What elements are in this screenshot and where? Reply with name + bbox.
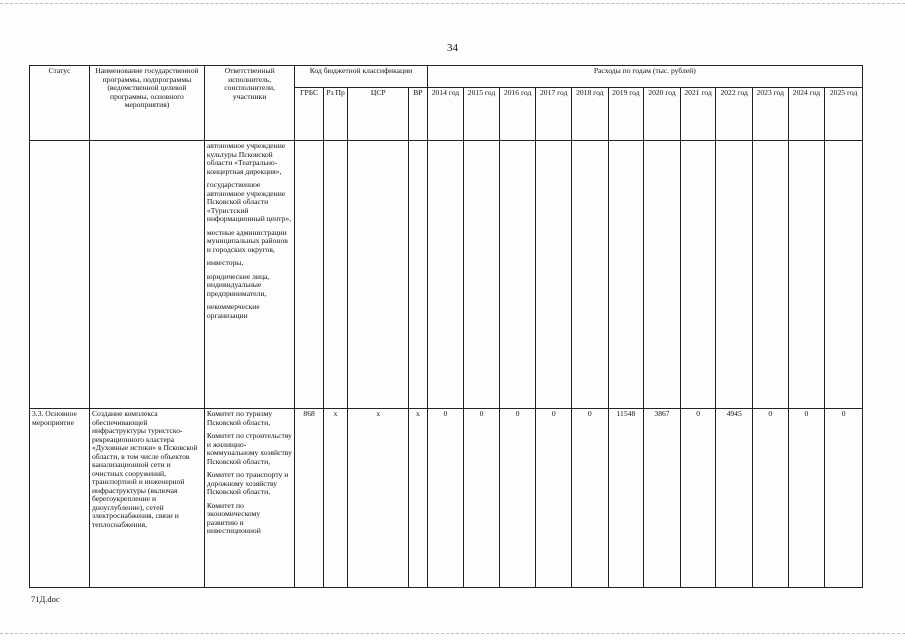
empty-cell	[825, 141, 863, 409]
grbs-cell: 868	[295, 409, 323, 588]
year-value: 0	[825, 409, 863, 588]
participant-item: инвесторы,	[206, 258, 244, 267]
empty-cell	[752, 141, 788, 409]
participant-item: Комитет по экономическому развитию и инвестиционной	[206, 500, 261, 535]
empty-cell	[644, 141, 681, 409]
empty-cell	[716, 141, 753, 409]
empty-cell	[536, 141, 572, 409]
scan-edge-bottom	[0, 633, 905, 634]
header-code-grbs: ГРБС	[295, 88, 323, 141]
csr-cell: х	[348, 409, 409, 588]
year-value: 0	[788, 409, 825, 588]
header-year: 2024 год	[788, 88, 825, 141]
empty-cell	[409, 141, 427, 409]
participant-item: автономное учреждение культуры Псковской области «Театрально-концертная дирекция»,	[206, 141, 286, 176]
participants-cell	[204, 409, 295, 588]
status-cell: 3.3. Основное мероприятие	[30, 409, 90, 588]
empty-cell	[572, 141, 609, 409]
header-year: 2025 год	[825, 88, 863, 141]
empty-cell	[427, 141, 464, 409]
empty-cell	[464, 141, 500, 409]
table-row	[30, 141, 863, 409]
year-value: 11548	[608, 409, 644, 588]
year-value: 0	[427, 409, 464, 588]
page-number: 34	[447, 42, 458, 54]
table-row	[30, 409, 863, 588]
header-year: 2019 год	[608, 88, 644, 141]
year-value: 4945	[716, 409, 753, 588]
year-value: 3867	[644, 409, 681, 588]
participant-item: местные администрации муниципальных районов и городских округов,	[206, 227, 288, 254]
year-value: 0	[752, 409, 788, 588]
empty-cell	[608, 141, 644, 409]
participant-item: государственное автономное учреждение Псковской области «Туристский информационный центр»,	[206, 180, 292, 223]
participant-item: Комитет по транспорту и дорожному хозяйству Псковской области,	[206, 470, 289, 496]
header-year: 2023 год	[752, 88, 788, 141]
name-cell: Создание комплекса обеспечивающей инфраструктуры туристско-рекреационного кластера «Духовные истоки» в Псковской области, в том числе объектов канализационной сети и очистных сооружений, транспортной и инженерной инфраструктуры (включая берегоукрепление и дноуглубление), сетей электроснабжения, связи и теплоснабжения,	[89, 409, 204, 588]
rzpr-cell: х	[323, 409, 347, 588]
participant-item: Комитет по туризму Псковской области,	[206, 409, 273, 427]
empty-cell	[499, 141, 536, 409]
participant-item: юридические лица, индивидуальные предприниматели,	[206, 271, 270, 298]
file-name-footer: 71Д.doc	[31, 594, 60, 604]
name-cell	[89, 141, 204, 409]
status-cell	[30, 141, 90, 409]
year-value: 0	[536, 409, 572, 588]
year-value: 0	[572, 409, 609, 588]
header-year: 2022 год	[716, 88, 753, 141]
year-value: 0	[680, 409, 716, 588]
participant-item: некоммерческие организации	[206, 302, 260, 320]
year-value: 0	[499, 409, 536, 588]
empty-cell	[680, 141, 716, 409]
header-name: Наименование государственной программы, подпрограммы (ведомственной целевой программы, основного мероприятия)	[89, 66, 204, 141]
participants-cell	[204, 141, 295, 409]
vr-cell: х	[409, 409, 427, 588]
empty-cell	[323, 141, 347, 409]
header-status: Статус	[30, 66, 90, 141]
header-year: 2015 год	[464, 88, 500, 141]
header-year: 2016 год	[499, 88, 536, 141]
empty-cell	[788, 141, 825, 409]
budget-table	[29, 65, 863, 588]
header-year: 2014 год	[427, 88, 464, 141]
header-year: 2017 год	[536, 88, 572, 141]
header-responsible: Ответственный исполнитель, соисполнители, участники	[204, 66, 295, 141]
header-budget-code: Код бюджетной классификации	[295, 66, 427, 88]
header-year: 2021 год	[680, 88, 716, 141]
header-code-vr: ВР	[409, 88, 427, 141]
scan-edge-top	[0, 3, 905, 4]
empty-cell	[295, 141, 323, 409]
header-year: 2020 год	[644, 88, 681, 141]
year-value: 0	[464, 409, 500, 588]
empty-cell	[348, 141, 409, 409]
header-expenses: Расходы по годам (тыс. рублей)	[427, 66, 862, 88]
header-code-rzpr: Рз Пр	[323, 88, 347, 141]
header-year: 2018 год	[572, 88, 609, 141]
participant-item: Комитет по строительству и жилищно-коммунальному хозяйству Псковской области,	[206, 431, 292, 466]
header-code-csr: ЦСР	[348, 88, 409, 141]
